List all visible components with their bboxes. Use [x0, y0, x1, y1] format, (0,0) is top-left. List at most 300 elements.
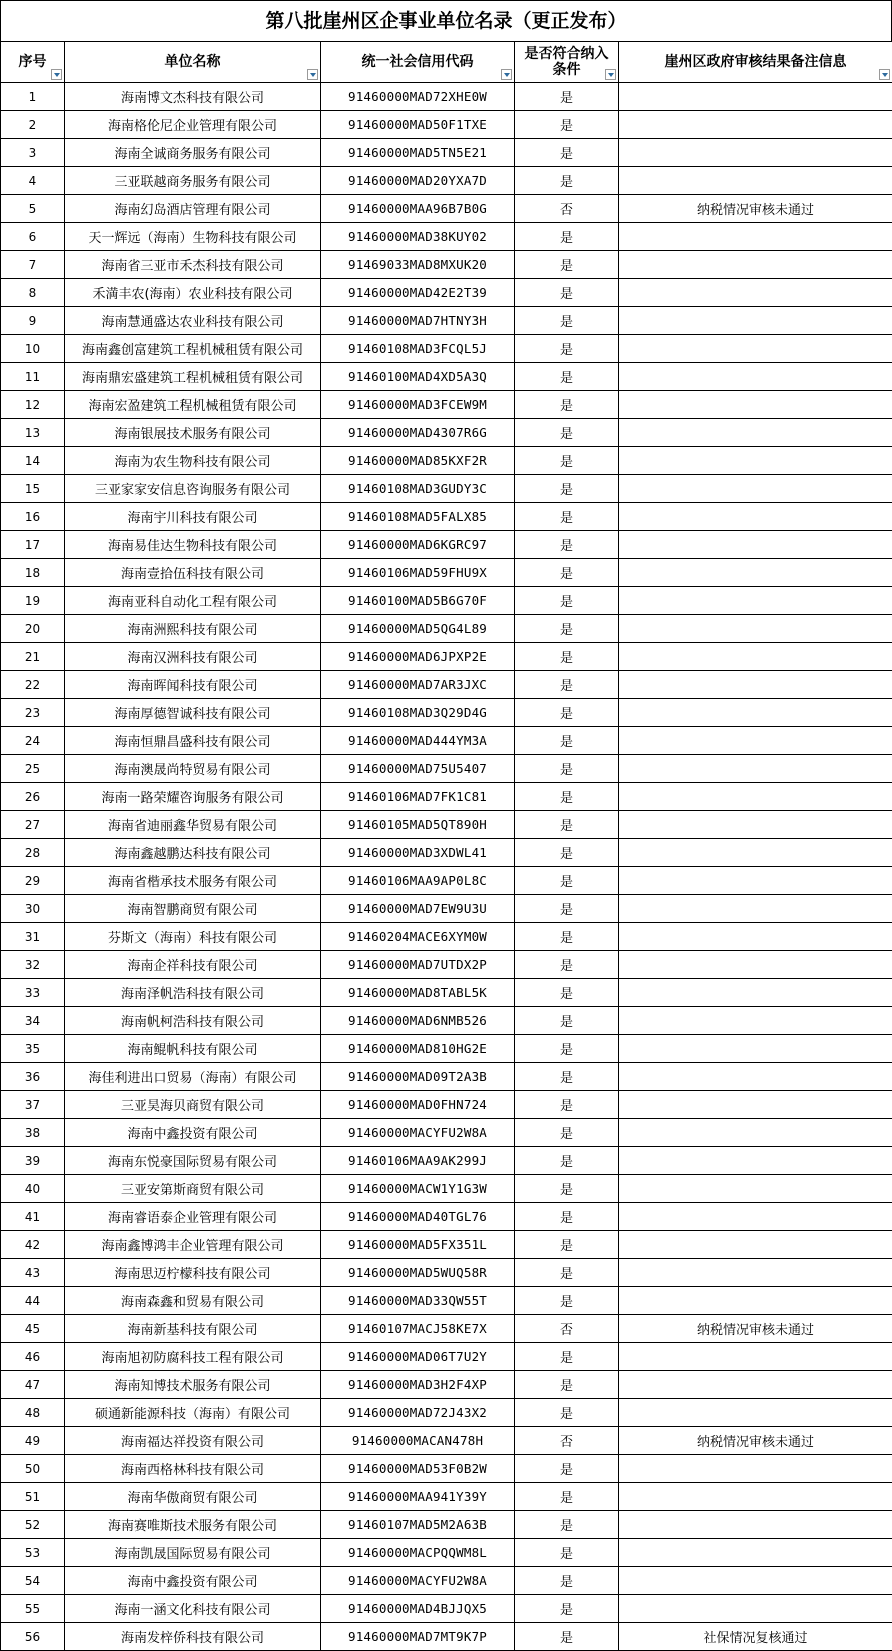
cell-code[interactable]: 91460000MAD50F1TXE: [321, 111, 515, 139]
cell-no[interactable]: 27: [1, 811, 65, 839]
cell-eligible[interactable]: 是: [515, 447, 619, 475]
cell-no[interactable]: 4: [1, 167, 65, 195]
cell-no[interactable]: 6: [1, 223, 65, 251]
cell-code[interactable]: 91460000MAA941Y39Y: [321, 1483, 515, 1511]
cell-note[interactable]: [619, 1035, 892, 1063]
cell-name[interactable]: 海南华傲商贸有限公司: [65, 1483, 321, 1511]
cell-name[interactable]: 海南壹拾伍科技有限公司: [65, 559, 321, 587]
cell-no[interactable]: 31: [1, 923, 65, 951]
cell-name[interactable]: 海南洲熙科技有限公司: [65, 615, 321, 643]
cell-name[interactable]: 海南鼎宏盛建筑工程机械租赁有限公司: [65, 363, 321, 391]
cell-code[interactable]: 91460108MAD3GUDY3C: [321, 475, 515, 503]
cell-code[interactable]: 91460106MAD7FK1C81: [321, 783, 515, 811]
cell-code[interactable]: 91460000MACYFU2W8A: [321, 1567, 515, 1595]
cell-no[interactable]: 2: [1, 111, 65, 139]
cell-no[interactable]: 39: [1, 1147, 65, 1175]
cell-no[interactable]: 25: [1, 755, 65, 783]
cell-note[interactable]: [619, 1007, 892, 1035]
cell-name[interactable]: 海南汉洲科技有限公司: [65, 643, 321, 671]
table-row: [1, 1595, 892, 1623]
table-row: [1, 1035, 892, 1063]
cell-code[interactable]: 91460000MAD7EW9U3U: [321, 895, 515, 923]
cell-note[interactable]: [619, 1091, 892, 1119]
cell-no[interactable]: 7: [1, 251, 65, 279]
cell-eligible[interactable]: 是: [515, 307, 619, 335]
cell-name[interactable]: 海佳利进出口贸易（海南）有限公司: [65, 1063, 321, 1091]
cell-code[interactable]: 91460000MAD6JPXP2E: [321, 643, 515, 671]
cell-note[interactable]: [619, 279, 892, 307]
table-row: [1, 1567, 892, 1595]
cell-eligible[interactable]: 是: [515, 335, 619, 363]
cell-eligible[interactable]: 否: [515, 195, 619, 223]
cell-no[interactable]: 53: [1, 1539, 65, 1567]
table-row: [1, 307, 892, 335]
cell-no[interactable]: 16: [1, 503, 65, 531]
cell-eligible[interactable]: 是: [515, 1511, 619, 1539]
cell-no[interactable]: 23: [1, 699, 65, 727]
cell-code[interactable]: 91460108MAD3FCQL5J: [321, 335, 515, 363]
cell-name[interactable]: 海南亚科自动化工程有限公司: [65, 587, 321, 615]
cell-code[interactable]: 91460000MAD40TGL76: [321, 1203, 515, 1231]
cell-no[interactable]: 48: [1, 1399, 65, 1427]
cell-code[interactable]: 91460108MAD3Q29D4G: [321, 699, 515, 727]
cell-note[interactable]: [619, 307, 892, 335]
cell-eligible[interactable]: 是: [515, 1203, 619, 1231]
cell-name[interactable]: 海南泽帆浩科技有限公司: [65, 979, 321, 1007]
cell-code[interactable]: 91460000MACYFU2W8A: [321, 1119, 515, 1147]
cell-no[interactable]: 18: [1, 559, 65, 587]
cell-note[interactable]: [619, 979, 892, 1007]
cell-code[interactable]: 91460106MAD59FHU9X: [321, 559, 515, 587]
cell-no[interactable]: 13: [1, 419, 65, 447]
cell-code[interactable]: 91460108MAD5FALX85: [321, 503, 515, 531]
cell-eligible[interactable]: 是: [515, 559, 619, 587]
cell-note[interactable]: [619, 951, 892, 979]
table-row: [1, 111, 892, 139]
cell-no[interactable]: 45: [1, 1315, 65, 1343]
cell-eligible[interactable]: 是: [515, 391, 619, 419]
cell-code[interactable]: 91460000MAD85KXF2R: [321, 447, 515, 475]
cell-name[interactable]: 硕通新能源科技（海南）有限公司: [65, 1399, 321, 1427]
cell-name[interactable]: 海南为农生物科技有限公司: [65, 447, 321, 475]
filter-dropdown-icon[interactable]: [879, 69, 890, 80]
cell-name[interactable]: 海南鑫博鸿丰企业管理有限公司: [65, 1231, 321, 1259]
cell-name[interactable]: 三亚安第斯商贸有限公司: [65, 1175, 321, 1203]
filter-dropdown-icon[interactable]: [307, 69, 318, 80]
cell-eligible[interactable]: 是: [515, 1539, 619, 1567]
cell-eligible[interactable]: 是: [515, 923, 619, 951]
cell-note[interactable]: [619, 1567, 892, 1595]
cell-name[interactable]: 海南省三亚市禾杰科技有限公司: [65, 251, 321, 279]
cell-no[interactable]: 20: [1, 615, 65, 643]
cell-code[interactable]: 91460000MAD5QG4L89: [321, 615, 515, 643]
cell-no[interactable]: 56: [1, 1623, 65, 1651]
cell-no[interactable]: 36: [1, 1063, 65, 1091]
cell-note[interactable]: [619, 1175, 892, 1203]
cell-eligible[interactable]: 否: [515, 1427, 619, 1455]
cell-code[interactable]: 91460000MAD810HG2E: [321, 1035, 515, 1063]
cell-no[interactable]: 19: [1, 587, 65, 615]
cell-code[interactable]: 91460000MAD5FX351L: [321, 1231, 515, 1259]
cell-code[interactable]: 91460000MAD7UTDX2P: [321, 951, 515, 979]
cell-name[interactable]: 海南智鹏商贸有限公司: [65, 895, 321, 923]
table-row: [1, 895, 892, 923]
cell-eligible[interactable]: 是: [515, 755, 619, 783]
cell-no[interactable]: 44: [1, 1287, 65, 1315]
cell-eligible[interactable]: 是: [515, 867, 619, 895]
cell-eligible[interactable]: 是: [515, 167, 619, 195]
table-row: [1, 1063, 892, 1091]
cell-eligible[interactable]: 是: [515, 419, 619, 447]
cell-no[interactable]: 30: [1, 895, 65, 923]
cell-note[interactable]: [619, 503, 892, 531]
cell-no[interactable]: 22: [1, 671, 65, 699]
cell-note[interactable]: [619, 1483, 892, 1511]
cell-note[interactable]: 纳税情况审核未通过: [619, 1315, 892, 1343]
company-table: [0, 41, 892, 1651]
cell-no[interactable]: 28: [1, 839, 65, 867]
cell-code[interactable]: 91460000MAD8TABL5K: [321, 979, 515, 1007]
cell-code[interactable]: 91460000MAD42E2T39: [321, 279, 515, 307]
cell-note[interactable]: [619, 531, 892, 559]
cell-note[interactable]: [619, 587, 892, 615]
cell-eligible[interactable]: 是: [515, 895, 619, 923]
cell-eligible[interactable]: 是: [515, 223, 619, 251]
cell-note[interactable]: [619, 391, 892, 419]
cell-no[interactable]: 24: [1, 727, 65, 755]
cell-name[interactable]: 海南旭初防腐科技工程有限公司: [65, 1343, 321, 1371]
cell-name[interactable]: 海南晖闻科技有限公司: [65, 671, 321, 699]
table-row: [1, 671, 892, 699]
cell-no[interactable]: 5: [1, 195, 65, 223]
cell-name[interactable]: 海南博文杰科技有限公司: [65, 83, 321, 111]
cell-eligible[interactable]: 是: [515, 83, 619, 111]
cell-note[interactable]: [619, 251, 892, 279]
cell-code[interactable]: 91460000MAD09T2A3B: [321, 1063, 515, 1091]
cell-no[interactable]: 21: [1, 643, 65, 671]
cell-eligible[interactable]: 是: [515, 615, 619, 643]
cell-code[interactable]: 91469033MAD8MXUK20: [321, 251, 515, 279]
cell-eligible[interactable]: 是: [515, 587, 619, 615]
cell-no[interactable]: 33: [1, 979, 65, 1007]
cell-code[interactable]: 91460000MAD7AR3JXC: [321, 671, 515, 699]
cell-code[interactable]: 91460000MAD5TN5E21: [321, 139, 515, 167]
table-row: [1, 1623, 892, 1651]
cell-no[interactable]: 17: [1, 531, 65, 559]
cell-name[interactable]: 海南西格林科技有限公司: [65, 1455, 321, 1483]
cell-code[interactable]: 91460204MACE6XYM0W: [321, 923, 515, 951]
cell-note[interactable]: [619, 1231, 892, 1259]
cell-note[interactable]: [619, 615, 892, 643]
cell-eligible[interactable]: 是: [515, 251, 619, 279]
cell-note[interactable]: [619, 1399, 892, 1427]
cell-no[interactable]: 42: [1, 1231, 65, 1259]
cell-note[interactable]: [619, 1063, 892, 1091]
cell-name[interactable]: 海南宇川科技有限公司: [65, 503, 321, 531]
cell-code[interactable]: 91460000MAD3FCEW9M: [321, 391, 515, 419]
cell-note[interactable]: [619, 1259, 892, 1287]
cell-name[interactable]: 海南鲲帆科技有限公司: [65, 1035, 321, 1063]
cell-eligible[interactable]: 是: [515, 1175, 619, 1203]
cell-code[interactable]: 91460000MAD72XHE0W: [321, 83, 515, 111]
cell-code[interactable]: 91460107MAD5M2A63B: [321, 1511, 515, 1539]
cell-eligible[interactable]: 是: [515, 1371, 619, 1399]
cell-note[interactable]: [619, 895, 892, 923]
cell-note[interactable]: [619, 839, 892, 867]
table-row: [1, 1315, 892, 1343]
cell-eligible[interactable]: 是: [515, 1287, 619, 1315]
cell-note[interactable]: [619, 699, 892, 727]
cell-eligible[interactable]: 是: [515, 531, 619, 559]
cell-eligible[interactable]: 是: [515, 139, 619, 167]
cell-name[interactable]: 海南省楷承技术服务有限公司: [65, 867, 321, 895]
cell-note[interactable]: [619, 1287, 892, 1315]
cell-note[interactable]: [619, 1371, 892, 1399]
cell-no[interactable]: 29: [1, 867, 65, 895]
cell-name[interactable]: 海南中鑫投资有限公司: [65, 1567, 321, 1595]
cell-code[interactable]: 91460000MAD6KGRC97: [321, 531, 515, 559]
cell-no[interactable]: 3: [1, 139, 65, 167]
cell-no[interactable]: 34: [1, 1007, 65, 1035]
cell-name[interactable]: 海南帆柯浩科技有限公司: [65, 1007, 321, 1035]
cell-code[interactable]: 91460000MAD7MT9K7P: [321, 1623, 515, 1651]
cell-no[interactable]: 54: [1, 1567, 65, 1595]
cell-code[interactable]: 91460000MAD06T7U2Y: [321, 1343, 515, 1371]
cell-eligible[interactable]: 是: [515, 1399, 619, 1427]
cell-name[interactable]: 海南恒鼎昌盛科技有限公司: [65, 727, 321, 755]
cell-note[interactable]: [619, 419, 892, 447]
cell-note[interactable]: [619, 475, 892, 503]
cell-name[interactable]: 海南企祥科技有限公司: [65, 951, 321, 979]
cell-no[interactable]: 49: [1, 1427, 65, 1455]
cell-code[interactable]: 91460000MACAN478H: [321, 1427, 515, 1455]
cell-name[interactable]: 海南厚德智诚科技有限公司: [65, 699, 321, 727]
cell-name[interactable]: 海南福达祥投资有限公司: [65, 1427, 321, 1455]
cell-no[interactable]: 55: [1, 1595, 65, 1623]
cell-name[interactable]: 芬斯文（海南）科技有限公司: [65, 923, 321, 951]
cell-note[interactable]: [619, 783, 892, 811]
filter-dropdown-icon[interactable]: [501, 69, 512, 80]
cell-eligible[interactable]: 是: [515, 1567, 619, 1595]
cell-no[interactable]: 15: [1, 475, 65, 503]
cell-code[interactable]: 91460000MAD444YM3A: [321, 727, 515, 755]
cell-code[interactable]: 91460000MAD20YXA7D: [321, 167, 515, 195]
cell-name[interactable]: 海南新基科技有限公司: [65, 1315, 321, 1343]
cell-code[interactable]: 91460105MAD5QT890H: [321, 811, 515, 839]
cell-name[interactable]: 海南东悦豪国际贸易有限公司: [65, 1147, 321, 1175]
cell-note[interactable]: [619, 167, 892, 195]
cell-name[interactable]: 海南鑫越鹏达科技有限公司: [65, 839, 321, 867]
cell-name[interactable]: 海南思迈柠檬科技有限公司: [65, 1259, 321, 1287]
cell-no[interactable]: 32: [1, 951, 65, 979]
cell-note[interactable]: 纳税情况审核未通过: [619, 195, 892, 223]
cell-note[interactable]: [619, 755, 892, 783]
cell-eligible[interactable]: 是: [515, 1623, 619, 1651]
cell-note[interactable]: [619, 643, 892, 671]
cell-eligible[interactable]: 是: [515, 1091, 619, 1119]
cell-name[interactable]: 海南一涵文化科技有限公司: [65, 1595, 321, 1623]
filter-dropdown-icon[interactable]: [605, 69, 616, 80]
cell-no[interactable]: 40: [1, 1175, 65, 1203]
cell-no[interactable]: 10: [1, 335, 65, 363]
cell-eligible[interactable]: 否: [515, 1315, 619, 1343]
cell-eligible[interactable]: 是: [515, 1455, 619, 1483]
cell-code[interactable]: 91460000MAD3XDWL41: [321, 839, 515, 867]
cell-name[interactable]: 海南银展技术服务有限公司: [65, 419, 321, 447]
cell-eligible[interactable]: 是: [515, 1007, 619, 1035]
cell-note[interactable]: [619, 447, 892, 475]
cell-note[interactable]: 纳税情况审核未通过: [619, 1427, 892, 1455]
cell-name[interactable]: 三亚联越商务服务有限公司: [65, 167, 321, 195]
cell-note[interactable]: [619, 1147, 892, 1175]
cell-note[interactable]: [619, 83, 892, 111]
table-row: [1, 615, 892, 643]
cell-note[interactable]: [619, 923, 892, 951]
cell-code[interactable]: 91460000MAD3H2F4XP: [321, 1371, 515, 1399]
cell-no[interactable]: 43: [1, 1259, 65, 1287]
cell-eligible[interactable]: 是: [515, 1259, 619, 1287]
cell-name[interactable]: 海南慧通盛达农业科技有限公司: [65, 307, 321, 335]
cell-no[interactable]: 47: [1, 1371, 65, 1399]
cell-name[interactable]: 海南赛唯斯技术服务有限公司: [65, 1511, 321, 1539]
cell-code[interactable]: 91460106MAA9AP0L8C: [321, 867, 515, 895]
cell-eligible[interactable]: 是: [515, 1343, 619, 1371]
cell-name[interactable]: 海南发梓侨科技有限公司: [65, 1623, 321, 1651]
cell-name[interactable]: 三亚家家安信息咨询服务有限公司: [65, 475, 321, 503]
cell-name[interactable]: 海南澳晟尚特贸易有限公司: [65, 755, 321, 783]
cell-code[interactable]: 91460000MAD4BJJQX5: [321, 1595, 515, 1623]
cell-name[interactable]: 海南宏盈建筑工程机械租赁有限公司: [65, 391, 321, 419]
cell-note[interactable]: [619, 811, 892, 839]
cell-no[interactable]: 35: [1, 1035, 65, 1063]
cell-name[interactable]: 海南全诚商务服务有限公司: [65, 139, 321, 167]
cell-no[interactable]: 37: [1, 1091, 65, 1119]
cell-eligible[interactable]: 是: [515, 671, 619, 699]
cell-no[interactable]: 46: [1, 1343, 65, 1371]
cell-code[interactable]: 91460000MACPQQWM8L: [321, 1539, 515, 1567]
cell-no[interactable]: 50: [1, 1455, 65, 1483]
cell-eligible[interactable]: 是: [515, 1119, 619, 1147]
cell-code[interactable]: 91460106MAA9AK299J: [321, 1147, 515, 1175]
cell-code[interactable]: 91460107MACJ58KE7X: [321, 1315, 515, 1343]
cell-code[interactable]: 91460000MACW1Y1G3W: [321, 1175, 515, 1203]
cell-eligible[interactable]: 是: [515, 503, 619, 531]
cell-no[interactable]: 12: [1, 391, 65, 419]
cell-name[interactable]: 海南睿语泰企业管理有限公司: [65, 1203, 321, 1231]
cell-code[interactable]: 91460000MAD38KUY02: [321, 223, 515, 251]
cell-name[interactable]: 禾満丰农(海南）农业科技有限公司: [65, 279, 321, 307]
cell-eligible[interactable]: 是: [515, 643, 619, 671]
table-row: [1, 727, 892, 755]
cell-name[interactable]: 海南省迪丽鑫华贸易有限公司: [65, 811, 321, 839]
cell-note[interactable]: [619, 1595, 892, 1623]
cell-note[interactable]: [619, 1455, 892, 1483]
cell-name[interactable]: 海南森鑫和贸易有限公司: [65, 1287, 321, 1315]
cell-name[interactable]: 三亚昊海贝商贸有限公司: [65, 1091, 321, 1119]
cell-no[interactable]: 41: [1, 1203, 65, 1231]
filter-dropdown-icon[interactable]: [51, 69, 62, 80]
cell-code[interactable]: 91460000MAD4307R6G: [321, 419, 515, 447]
cell-code[interactable]: 91460000MAD75U5407: [321, 755, 515, 783]
cell-eligible[interactable]: 是: [515, 1035, 619, 1063]
cell-no[interactable]: 9: [1, 307, 65, 335]
cell-eligible[interactable]: 是: [515, 475, 619, 503]
cell-code[interactable]: 91460100MAD5B6G70F: [321, 587, 515, 615]
cell-code[interactable]: 91460000MAA96B7B0G: [321, 195, 515, 223]
cell-eligible[interactable]: 是: [515, 279, 619, 307]
cell-note[interactable]: [619, 1203, 892, 1231]
cell-code[interactable]: 91460100MAD4XD5A3Q: [321, 363, 515, 391]
cell-note[interactable]: [619, 1119, 892, 1147]
cell-note[interactable]: [619, 867, 892, 895]
cell-code[interactable]: 91460000MAD0FHN724: [321, 1091, 515, 1119]
cell-note[interactable]: [619, 335, 892, 363]
cell-name[interactable]: 海南中鑫投资有限公司: [65, 1119, 321, 1147]
cell-note[interactable]: [619, 559, 892, 587]
cell-name[interactable]: 海南格伦尼企业管理有限公司: [65, 111, 321, 139]
cell-name[interactable]: 海南凯晟国际贸易有限公司: [65, 1539, 321, 1567]
cell-note[interactable]: 社保情况复核通过: [619, 1623, 892, 1651]
cell-code[interactable]: 91460000MAD5WUQ58R: [321, 1259, 515, 1287]
cell-name[interactable]: 海南知博技术服务有限公司: [65, 1371, 321, 1399]
cell-name[interactable]: 海南鑫创富建筑工程机械租赁有限公司: [65, 335, 321, 363]
cell-no[interactable]: 51: [1, 1483, 65, 1511]
cell-eligible[interactable]: 是: [515, 979, 619, 1007]
cell-eligible[interactable]: 是: [515, 727, 619, 755]
cell-name[interactable]: 海南幻岛酒店管理有限公司: [65, 195, 321, 223]
cell-eligible[interactable]: 是: [515, 111, 619, 139]
cell-eligible[interactable]: 是: [515, 1595, 619, 1623]
cell-no[interactable]: 14: [1, 447, 65, 475]
cell-note[interactable]: [619, 111, 892, 139]
cell-no[interactable]: 26: [1, 783, 65, 811]
cell-eligible[interactable]: 是: [515, 1231, 619, 1259]
cell-no[interactable]: 52: [1, 1511, 65, 1539]
cell-note[interactable]: [619, 139, 892, 167]
cell-eligible[interactable]: 是: [515, 363, 619, 391]
cell-name[interactable]: 天一辉远（海南）生物科技有限公司: [65, 223, 321, 251]
table-row: [1, 1483, 892, 1511]
cell-name[interactable]: 海南易佳达生物科技有限公司: [65, 531, 321, 559]
cell-note[interactable]: [619, 727, 892, 755]
cell-code[interactable]: 91460000MAD53F0B2W: [321, 1455, 515, 1483]
cell-eligible[interactable]: 是: [515, 1063, 619, 1091]
cell-name[interactable]: 海南一路荣耀咨询服务有限公司: [65, 783, 321, 811]
cell-no[interactable]: 1: [1, 83, 65, 111]
cell-eligible[interactable]: 是: [515, 783, 619, 811]
cell-no[interactable]: 38: [1, 1119, 65, 1147]
cell-eligible[interactable]: 是: [515, 1147, 619, 1175]
cell-code[interactable]: 91460000MAD72J43X2: [321, 1399, 515, 1427]
cell-code[interactable]: 91460000MAD7HTNY3H: [321, 307, 515, 335]
cell-eligible[interactable]: 是: [515, 811, 619, 839]
cell-eligible[interactable]: 是: [515, 951, 619, 979]
cell-code[interactable]: 91460000MAD33QW55T: [321, 1287, 515, 1315]
cell-note[interactable]: [619, 1343, 892, 1371]
cell-note[interactable]: [619, 1539, 892, 1567]
cell-eligible[interactable]: 是: [515, 699, 619, 727]
cell-code[interactable]: 91460000MAD6NMB526: [321, 1007, 515, 1035]
cell-note[interactable]: [619, 671, 892, 699]
cell-no[interactable]: 8: [1, 279, 65, 307]
cell-note[interactable]: [619, 363, 892, 391]
cell-eligible[interactable]: 是: [515, 839, 619, 867]
cell-no[interactable]: 11: [1, 363, 65, 391]
cell-note[interactable]: [619, 223, 892, 251]
header-code: 统一社会信用代码: [321, 42, 515, 83]
cell-eligible[interactable]: 是: [515, 1483, 619, 1511]
cell-note[interactable]: [619, 1511, 892, 1539]
